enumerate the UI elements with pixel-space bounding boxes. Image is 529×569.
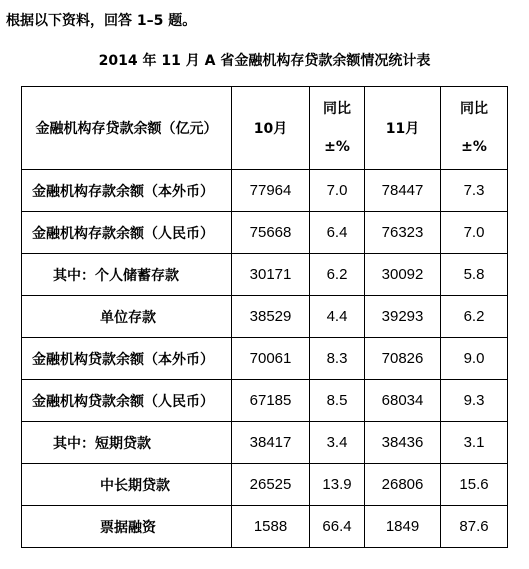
row-yoy-october: 8.3 [310, 338, 365, 380]
row-yoy-november: 15.6 [441, 464, 508, 506]
row-name: 票据融资 [22, 506, 232, 548]
row-yoy-november: 9.0 [441, 338, 508, 380]
header-yoy-november-line2: ±% [461, 139, 487, 155]
row-november-value: 76323 [365, 212, 441, 254]
table-row [22, 296, 508, 338]
header-yoy-october-line2: ±% [324, 139, 350, 155]
row-yoy-november: 5.8 [441, 254, 508, 296]
row-yoy-november: 6.2 [441, 296, 508, 338]
row-name: 金融机构存款余额（本外币） [22, 170, 232, 212]
header-yoy-november-line1: 同比 [460, 101, 488, 117]
table-row [22, 464, 508, 506]
row-yoy-november: 7.0 [441, 212, 508, 254]
row-november-value: 78447 [365, 170, 441, 212]
row-october-value: 30171 [232, 254, 310, 296]
statistics-table [21, 86, 508, 548]
row-november-value: 26806 [365, 464, 441, 506]
row-yoy-october: 13.9 [310, 464, 365, 506]
table-title: 2014 年 11 月 A 省金融机构存贷款余额情况统计表 [98, 53, 431, 69]
row-october-value: 38417 [232, 422, 310, 464]
row-november-value: 30092 [365, 254, 441, 296]
row-november-value: 1849 [365, 506, 441, 548]
header-name [22, 87, 232, 170]
intro-text: 根据以下资料，回答 1–5 题。 [6, 13, 197, 29]
row-yoy-october: 8.5 [310, 380, 365, 422]
header-november [365, 87, 441, 170]
header-october [232, 87, 310, 170]
row-october-value: 67185 [232, 380, 310, 422]
row-name: 金融机构贷款余额（本外币） [22, 338, 232, 380]
header-yoy-october-line1: 同比 [323, 101, 351, 117]
table-row [22, 170, 508, 212]
row-yoy-october: 6.4 [310, 212, 365, 254]
row-october-value: 75668 [232, 212, 310, 254]
row-yoy-november: 7.3 [441, 170, 508, 212]
row-november-value: 68034 [365, 380, 441, 422]
table-row [22, 506, 508, 548]
row-october-value: 70061 [232, 338, 310, 380]
row-name: 单位存款 [22, 296, 232, 338]
table-row [22, 338, 508, 380]
row-october-value: 77964 [232, 170, 310, 212]
row-yoy-october: 6.2 [310, 254, 365, 296]
row-name: 金融机构存款余额（人民币） [22, 212, 232, 254]
row-name: 金融机构贷款余额（人民币） [22, 380, 232, 422]
table-row [22, 254, 508, 296]
row-name: 其中：个人储蓄存款 [22, 254, 232, 296]
row-name: 中长期贷款 [22, 464, 232, 506]
row-yoy-october: 66.4 [310, 506, 365, 548]
row-yoy-october: 4.4 [310, 296, 365, 338]
row-november-value: 39293 [365, 296, 441, 338]
table-row [22, 380, 508, 422]
table-row [22, 422, 508, 464]
table-header-row [22, 87, 508, 170]
row-yoy-november: 3.1 [441, 422, 508, 464]
row-october-value: 26525 [232, 464, 310, 506]
table-row [22, 212, 508, 254]
row-november-value: 70826 [365, 338, 441, 380]
row-october-value: 38529 [232, 296, 310, 338]
row-november-value: 38436 [365, 422, 441, 464]
header-name-label: 金融机构存贷款余额（亿元） [35, 121, 218, 137]
row-october-value: 1588 [232, 506, 310, 548]
row-yoy-october: 7.0 [310, 170, 365, 212]
row-name: 其中：短期贷款 [22, 422, 232, 464]
header-yoy-november [441, 87, 508, 170]
row-yoy-november: 9.3 [441, 380, 508, 422]
row-yoy-november: 87.6 [441, 506, 508, 548]
header-october-label: 10月 [253, 121, 288, 137]
row-yoy-october: 3.4 [310, 422, 365, 464]
header-november-label: 11月 [385, 121, 420, 137]
header-yoy-october [310, 87, 365, 170]
